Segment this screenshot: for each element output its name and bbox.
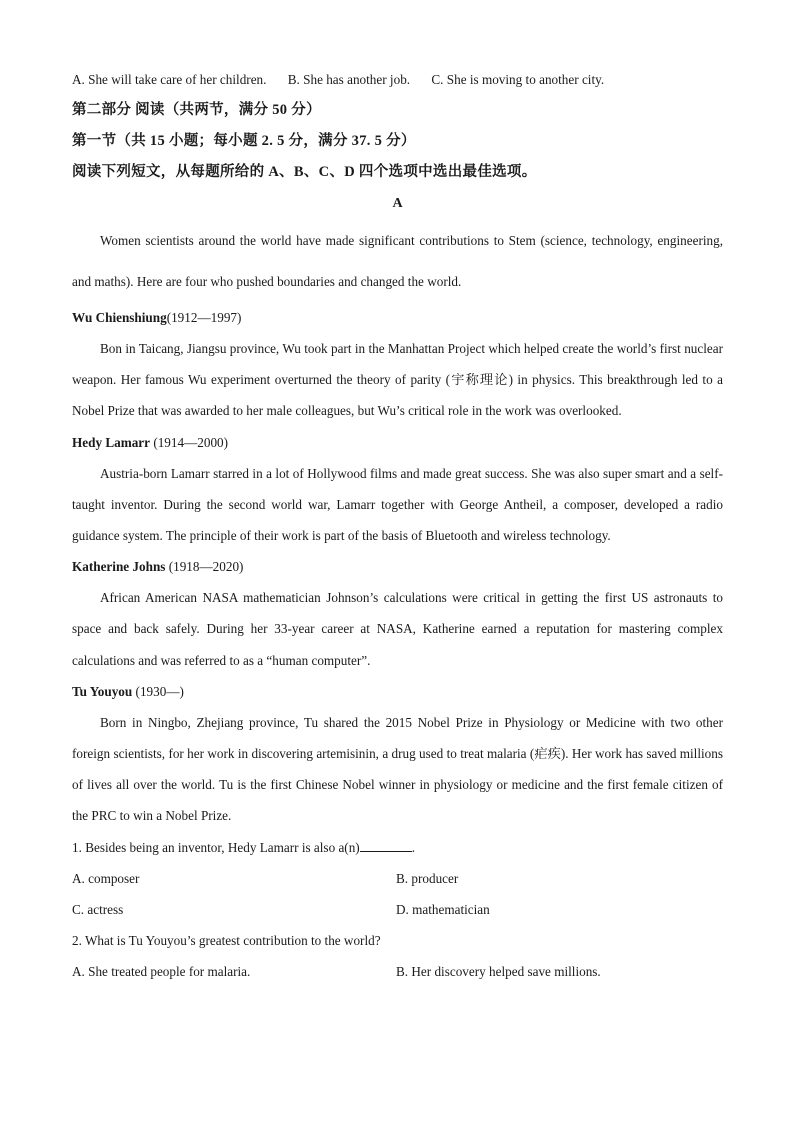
option-c: C. actress [72,901,124,917]
question-2-stem: 2. What is Tu Youyou’s greatest contribution to the world? [72,932,381,948]
person-heading [72,676,723,707]
person-name: Tu Youyou [72,683,133,699]
part-heading: 第二部分 阅读（共两节，满分 50 分） [72,102,321,118]
person-heading [72,551,723,582]
person-years: (1914—2000) [153,434,229,450]
document-page [72,64,723,987]
instruction: 阅读下列短文，从每题所给的 A、B、C、D 四个选项中选出最佳选项。 [72,164,537,180]
person-years: (1930—) [135,683,184,699]
question-text: 1. Besides being an inventor, Hedy Lamarr is also a(n) [72,839,360,855]
person-name: Katherine Johns [72,559,166,575]
question-end: . [411,839,415,855]
option-a: A. She treated people for malaria. [72,963,251,979]
person-name: Wu Chienshiung [72,310,167,325]
person-paragraph: Austria-born Lamarr starred in a lot of Hollywood films and made great success. She was also super smart and a self-taught inventor. During the second world war, Lamarr together with George Antheil, a composer, developed a radio guidance system. The principle of their work is part of the basis of Bluetooth and wireless technology. [72,465,723,544]
subsection-heading: 第一节（共 15 小题；每小题 2. 5 分，满分 37. 5 分） [72,133,416,149]
option-b: B. producer [396,870,459,886]
person-heading [72,427,723,458]
option-b: B. She has another job. [287,72,411,87]
person-years: (1912—1997) [166,310,242,325]
passage-letter: A [392,196,403,211]
person-years: (1918—2020) [168,559,244,575]
question-1-stem [72,832,723,863]
person-heading [72,302,723,333]
answer-blank [360,839,412,852]
person-paragraph: African American NASA mathematician Johnson’s calculations were critical in getting the first US astronauts to space and back safely. During her 33-year career at NASA, Katherine earned a reputation for mastering complex calculations and was referred to as a “human computer”. [72,590,723,668]
person-paragraph: Bon in Taicang, Jiangsu province, Wu took part in the Manhattan Project which helped create the world’s first nuclear weapon. Her famous Wu experiment overturned the theory of parity (宇称理论) in physics. This breakthrough led to a Nobel Prize that was awarded to her male colleagues, but Wu’s critical role in the work was overlooked. [72,341,723,419]
option-c: C. She is moving to another city. [431,72,605,87]
question-1-options-row-1 [72,863,723,894]
previous-question-options [72,64,723,95]
person-name: Hedy Lamarr [72,434,151,450]
question-1-options-row-2 [72,894,723,925]
option-a: A. composer [72,870,140,886]
option-a: A. She will take care of her children. [72,72,267,87]
question-2-options-row-1 [72,956,723,987]
option-d: D. mathematician [396,901,490,917]
option-b: B. Her discovery helped save millions. [396,963,601,979]
person-paragraph: Born in Ningbo, Zhejiang province, Tu shared the 2015 Nobel Prize in Physiology or Medicine with two other foreign scientists, for her work in discovering artemisinin, a drug used to treat malaria (疟疾). Her work has saved millions of lives all over the world. Tu is the first Chinese Nobel winner in physiology or medicine and the first female citizen of the PRC to win a Nobel Prize. [72,714,723,824]
passage-intro: Women scientists around the world have made significant contributions to Stem (science, technology, engineering, and maths). Here are four who pushed boundaries and changed the world. [72,233,723,289]
